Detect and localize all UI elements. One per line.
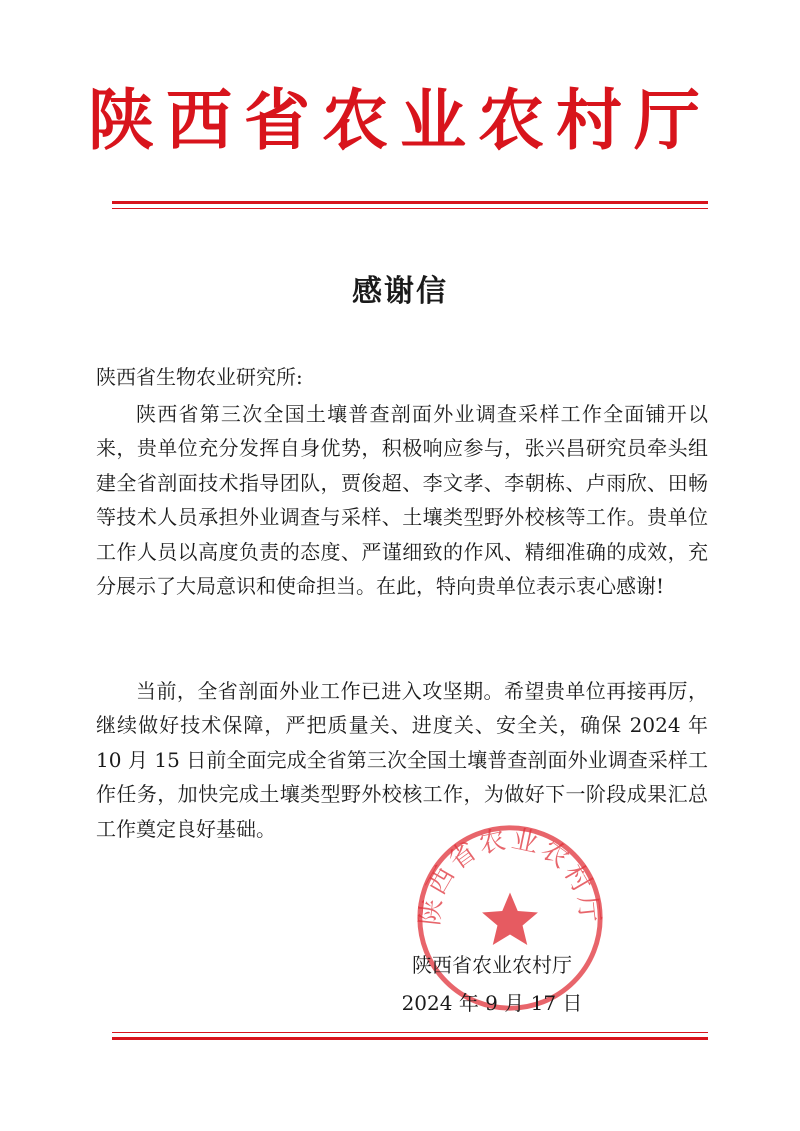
official-seal <box>412 820 608 1016</box>
letterhead-title: 陕西省农业农村厅 <box>88 82 712 159</box>
footer-rule-bottom <box>112 1037 708 1040</box>
body-paragraph-2: 当前，全省剖面外业工作已进入攻坚期。希望贵单位再接再厉，继续做好技术保障，严把质量关、进度关、安全关，确保 2024 年 10 月 15 日前全面完成全省第三次全国土壤普查剖面外业调查采样工作任务，加快完成土壤类型野外校核工作，为做好下一阶段成果汇总工作奠定良好基础。 <box>96 679 708 841</box>
svg-text:陕西省农业农村厅: 陕西省农业农村厅 <box>414 823 606 927</box>
letterhead-rule-bottom <box>112 208 708 209</box>
letterhead-rule-top <box>112 201 708 204</box>
footer-rule-top <box>112 1032 708 1033</box>
letter-title: 感谢信 <box>352 274 448 309</box>
body-paragraph-1: 陕西省第三次全国土壤普查剖面外业调查采样工作全面铺开以来，贵单位充分发挥自身优势，积极响应参与，张兴昌研究员牵头组建全省剖面技术指导团队，贾俊超、李文孝、李朝栋、卢雨欣、田畅等技术人员承担外业调查与采样、土壤类型野外校核等工作。贵单位工作人员以高度负责的态度、严谨细致的作风、精细准确的成效，充分展示了大局意识和使命担当。在此，特向贵单位表示衷心感谢! <box>96 402 708 599</box>
seal-star-icon <box>482 893 538 946</box>
signature-org: 陕西省农业农村厅 <box>412 953 572 977</box>
signature-date: 2024 年 9 月 17 日 <box>401 991 583 1015</box>
salutation: 陕西省生物农业研究所: <box>96 365 303 389</box>
